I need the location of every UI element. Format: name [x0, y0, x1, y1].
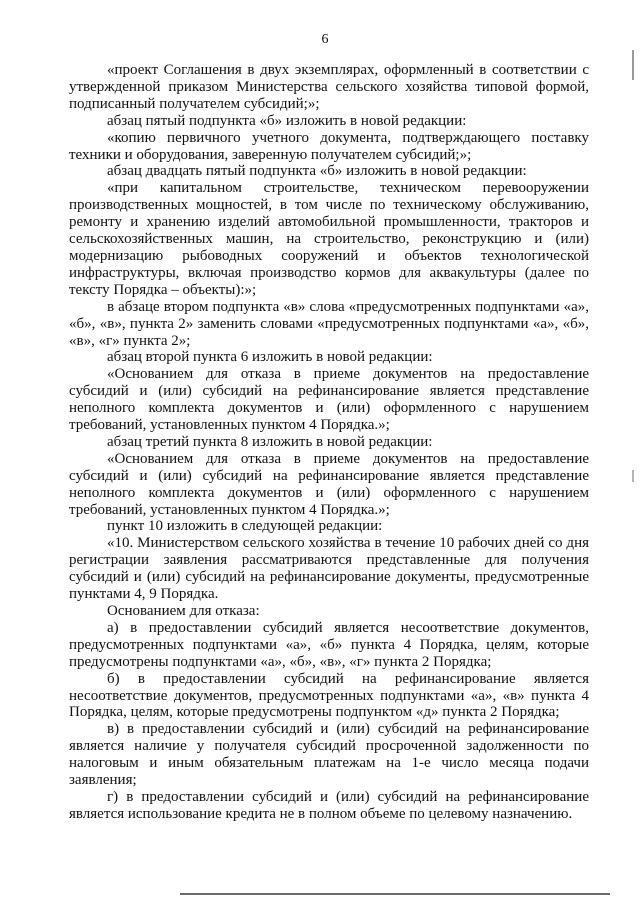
page-number: 6: [321, 32, 329, 47]
paragraph: Основанием для отказа:: [107, 603, 260, 619]
paragraph: а) в предоставлении субсидий является несоответствие документов, предусмотренных подпунктами «а», «б» пункта 4 Порядка, целям, которые предусмотрены подпунктами «а», «б», «в», «г» пункта 2 Порядка;: [69, 619, 589, 670]
paragraph: «при капитальном строительстве, техническом перевооружении производственных мощностей, в том числе по техническому обслуживанию, ремонту и хранению изделий автомобильной промышленности, тракторов и сельскохозяйственных машин, на строительство, реконструкцию и (или) модернизацию рыбоводных сооружений и объектов технологической инфраструктуры, включая производство кормов для аквакультуры (далее по тексту Порядка – объекты):»;: [69, 180, 589, 298]
paragraph: «Основанием для отказа в приеме документов на предоставление субсидий и (или) субсидий на рефинансирование является представление неполного комплекта документов и (или) оформленного с нарушением требований, установленных пунктом 4 Порядка.»;: [69, 366, 589, 434]
paragraph: в) в предоставлении субсидий и (или) субсидий на рефинансирование является наличие у получателя субсидий просроченной задолженности по налоговым и иным обязательным платежам на 1-е число месяца подачи заявления;: [69, 721, 589, 789]
paragraph: абзац третий пункта 8 изложить в новой редакции:: [107, 433, 433, 450]
scan-bottom-edge: [180, 893, 610, 895]
paragraph: пункт 10 изложить в следующей редакции:: [107, 518, 383, 535]
paragraph: абзац двадцать пятый подпункта «б» изложить в новой редакции:: [107, 163, 527, 180]
scan-edge-mark: [632, 50, 634, 80]
paragraph: «Основанием для отказа в приеме документов на предоставление субсидий и (или) субсидий на рефинансирование является представление неполного комплекта документов и (или) оформленного с нарушением требований, установленных пунктом 4 Порядка.»;: [69, 450, 589, 518]
document-body: [69, 62, 589, 823]
scan-edge-mark: [632, 470, 634, 482]
paragraph: «копию первичного учетного документа, подтверждающего поставку техники и оборудования, заверенную получателем субсидий;»;: [69, 129, 589, 163]
paragraph: б) в предоставлении субсидий на рефинансирование является несоответствие документов, предусмотренных подпунктами «а», «в» пункта 4 Порядка, целям, которые предусмотрены подпунктом «д» пункта 2 Порядка;: [69, 670, 589, 721]
paragraph: «10. Министерством сельского хозяйства в течение 10 рабочих дней со дня регистрации заявления рассматриваются представленные для получения субсидий и (или) субсидий на рефинансирование документы, предусмотренные пунктами 4, 9 Порядка.: [69, 535, 589, 603]
paragraph: абзац пятый подпункта «б» изложить в новой редакции:: [107, 112, 467, 129]
paragraph: г) в предоставлении субсидий и (или) субсидий на рефинансирование является использование кредита не в полном объеме по целевому назначению.: [69, 788, 589, 822]
paragraph: абзац второй пункта 6 изложить в новой редакции:: [107, 349, 433, 366]
paragraph: в абзаце втором подпункта «в» слова «предусмотренных подпунктами «а», «б», «в», пункта 2» заменить словами «предусмотренных подпунктами «а», «б», «в», «г» пункта 2»;: [69, 298, 589, 349]
paragraph: «проект Соглашения в двух экземплярах, оформленный в соответствии с утвержденной приказом Министерства сельского хозяйства типовой формой, подписанный получателем субсидий;»;: [69, 62, 589, 112]
